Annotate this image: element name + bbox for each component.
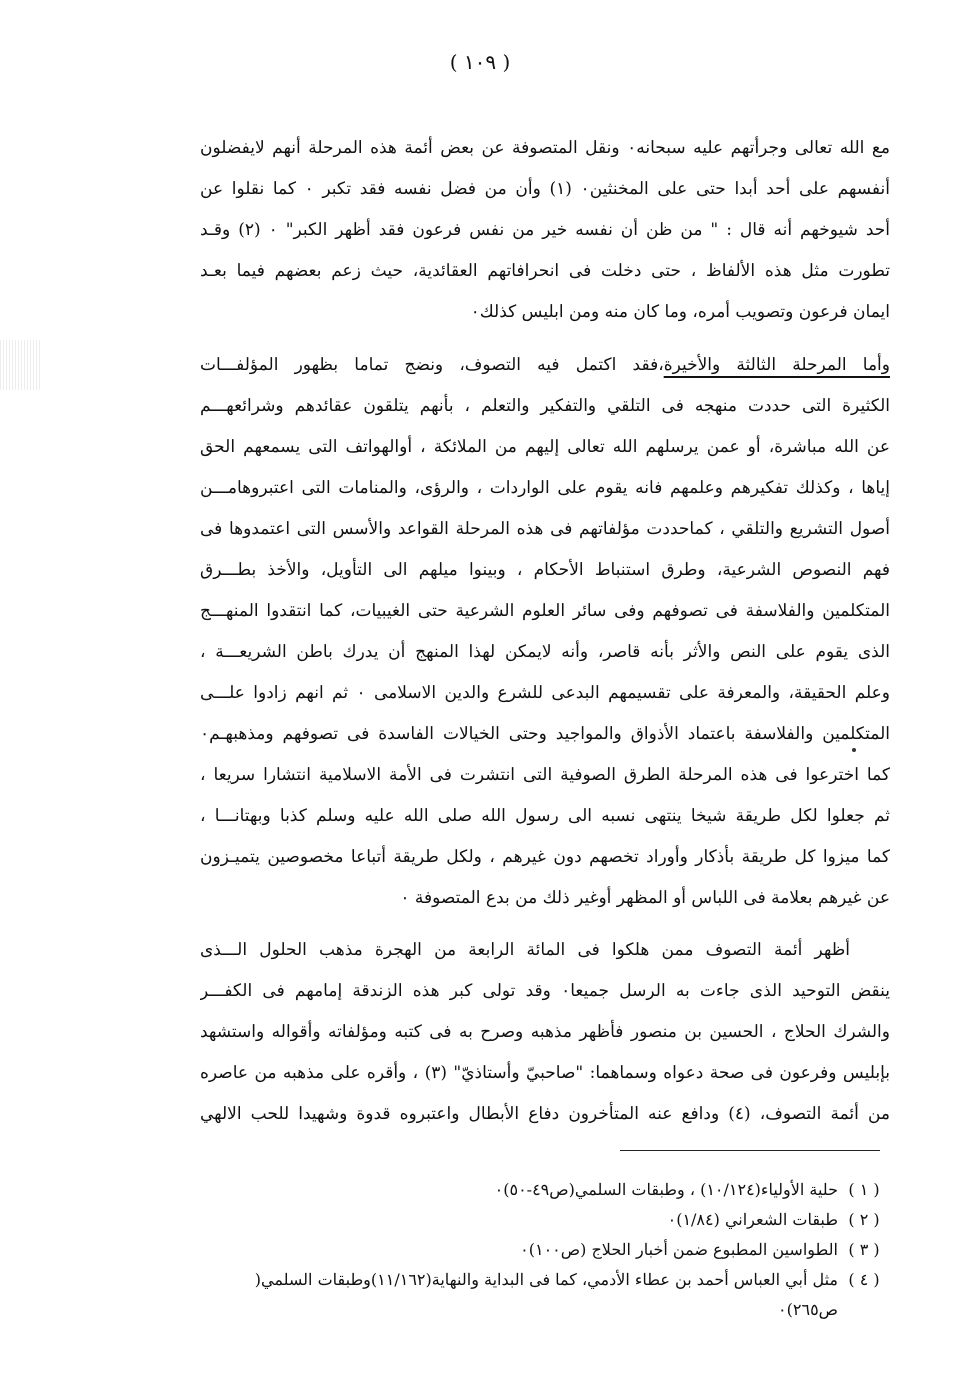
text-line: المتكلمين والفلاسفة باعتماد الأذواق والمواجيد وحتى الخيالات الفاسدة فى تصوفهم ومذهبهـم٠: [200, 724, 890, 744]
scan-artifact: [0, 340, 40, 390]
ink-dot: [852, 748, 856, 752]
text-line: أصول التشريع والتلقي ، كماحددت مؤلفاتهم فى هذه المرحلة القواعد والأسس التى اعتمدوها فى: [200, 519, 890, 539]
footnote: [200, 1265, 890, 1325]
text-line: ثم جعلوا لكل طريقة شيخا ينتهى نسبه الى رسول الله صلى الله عليه وسلم كذبا وبهتانـــا ،: [200, 806, 890, 826]
text-line: تطورت مثل هذه الألفاظ ، حتى دخلت فى انحرافاتهم العقائدية، حيث زعم بعضهم فيما بعـد: [200, 261, 890, 281]
footnote-text: طبقات الشعراني (١/٨٤)٠: [667, 1210, 838, 1229]
paragraph-3: [200, 930, 890, 1135]
text-line: عن غيرهم بعلامة فى اللباس أو المظهر أوغير ذلك من بدع المتصوفة ٠: [400, 888, 890, 908]
footnote-separator: [620, 1150, 880, 1151]
footnote-number: ( ٢ ): [848, 1210, 880, 1229]
text-line: إياها ، وكذلك تفكيرهم وعلمهم فانه يقوم على الواردات ، والرؤى، والمنامات التى اعتبروهامـــن: [200, 478, 890, 498]
footnote-text: مثل أبي العباس أحمد بن عطاء الأدمي، كما فى البداية والنهاية(١١/١٦٢)وطبقات السلمي( ص٢٦٥)٠: [254, 1270, 838, 1319]
text-line: [200, 345, 890, 386]
text-line: ينقض التوحيد الذى جاءت به الرسل جميعا٠ وقد تولى كبر هذه الزندقة إمامهم فى الكفـــر: [200, 981, 890, 1001]
heading-continuation: ،فقد اكتمل فيه التصوف، ونضج تماما بظهور المؤلفـــات: [200, 355, 664, 375]
footnote-text: الطواسين المطبوع ضمن أخبار الحلاج (ص١٠٠)٠: [520, 1240, 838, 1259]
text-line: عن الله مباشرة، أو عمن يرسلهم الله تعالى إليهم من الملائكة ، أوالهواتف التى يسمعهم الحق: [200, 437, 890, 457]
footnote: [200, 1175, 890, 1205]
footnote-number: ( ٣ ): [848, 1240, 880, 1259]
text-line: أحد شيوخهم أنه قال : " من ظن أن نفسه خير من نفس فرعون فقد أظهر الكبر" ٠ (٢) وقـد: [200, 220, 890, 240]
page-number: ( ١٠٩ ): [449, 50, 511, 74]
section-heading: وأما المرحلة الثالثة والأخيرة: [663, 355, 890, 375]
footnote: [200, 1235, 890, 1265]
footnote: [200, 1205, 890, 1235]
text-line: فهم النصوص الشرعية، وطرق استنباط الأحكام ، وبينوا ميلهم الى التأويل، والأخذ بطـــرق: [200, 560, 890, 580]
text-line: أظهر أئمة التصوف ممن هلكوا فى المائة الرابعة من الهجرة مذهب الحلول الـــذى: [200, 940, 850, 960]
text-line: بإبليس وفرعون فى صحة دعواه وسماهما: "صاحبيّ وأستاذيّ" (٣) ، وأقره على مذهبه من عاصره: [200, 1063, 890, 1083]
text-line: المتكلمين والفلاسفة فى تصوفهم وفى سائر العلوم الشرعية حتى الغيبيات، كما انتقدوا المنهـــج: [200, 601, 890, 621]
text-line: من أئمة التصوف، (٤) ودافع عنه المتأخرون دفاع الأبطال واعتبروه قدوة وشهيدا للحب الالهي: [200, 1104, 890, 1124]
footnote-number: ( ٤ ): [848, 1270, 880, 1289]
text-line: كما اخترعوا فى هذه المرحلة الطرق الصوفية التى انتشرت فى الأمة الاسلامية انتشارا سريعا ،: [200, 765, 890, 785]
paragraph-2: [200, 345, 890, 919]
text-line: وعلم الحقيقة، والمعرفة على تقسيمهم البدعى للشرع والدين الاسلامى ٠ ثم انهم زادوا علـــى: [200, 683, 890, 703]
text-line: أنفسهم على أحد أبدا حتى على المخنثين٠ (١) وأن من فضل نفسه فقد تكبر ٠ كما نقلوا عن: [200, 179, 890, 199]
footnotes: [200, 1175, 890, 1325]
footnote-text: حلية الأولياء(١٠/١٢٤) ، وطبقات السلمي(ص٤٩-٥٠)٠: [494, 1180, 838, 1199]
text-line: مع الله تعالى وجرأتهم عليه سبحانه٠ ونقل المتصوفة عن بعض أئمة هذه المرحلة أنهم لايفضلون: [200, 138, 890, 158]
paragraph-1: [200, 128, 890, 333]
text-line: والشرك الحلاج ، الحسين بن منصور فأظهر مذهبه وصرح به فى كتبه ومؤلفاته وأقواله واستشهد: [200, 1022, 890, 1042]
text-line: الذى يقوم على النص والأثر بأنه قاصر، وأنه لايمكن لهذا المنهج أن يدرك باطن الشريعـــة ،: [200, 642, 890, 662]
footnote-number: ( ١ ): [848, 1180, 880, 1199]
text-line: الكثيرة التى حددت منهجه فى التلقي والتفكير والتعلم ، بأنهم يتلقون عقائدهم وشرائعهـــم: [200, 396, 890, 416]
text-line: ايمان فرعون وتصويب أمره، وما كان منه ومن ابليس كذلك٠: [470, 302, 890, 322]
text-line: كما ميزوا كل طريقة بأذكار وأوراد تخصهم دون غيرهم ، ولكل طريقة أتباعا مخصوصين يتميـزون: [200, 847, 890, 867]
